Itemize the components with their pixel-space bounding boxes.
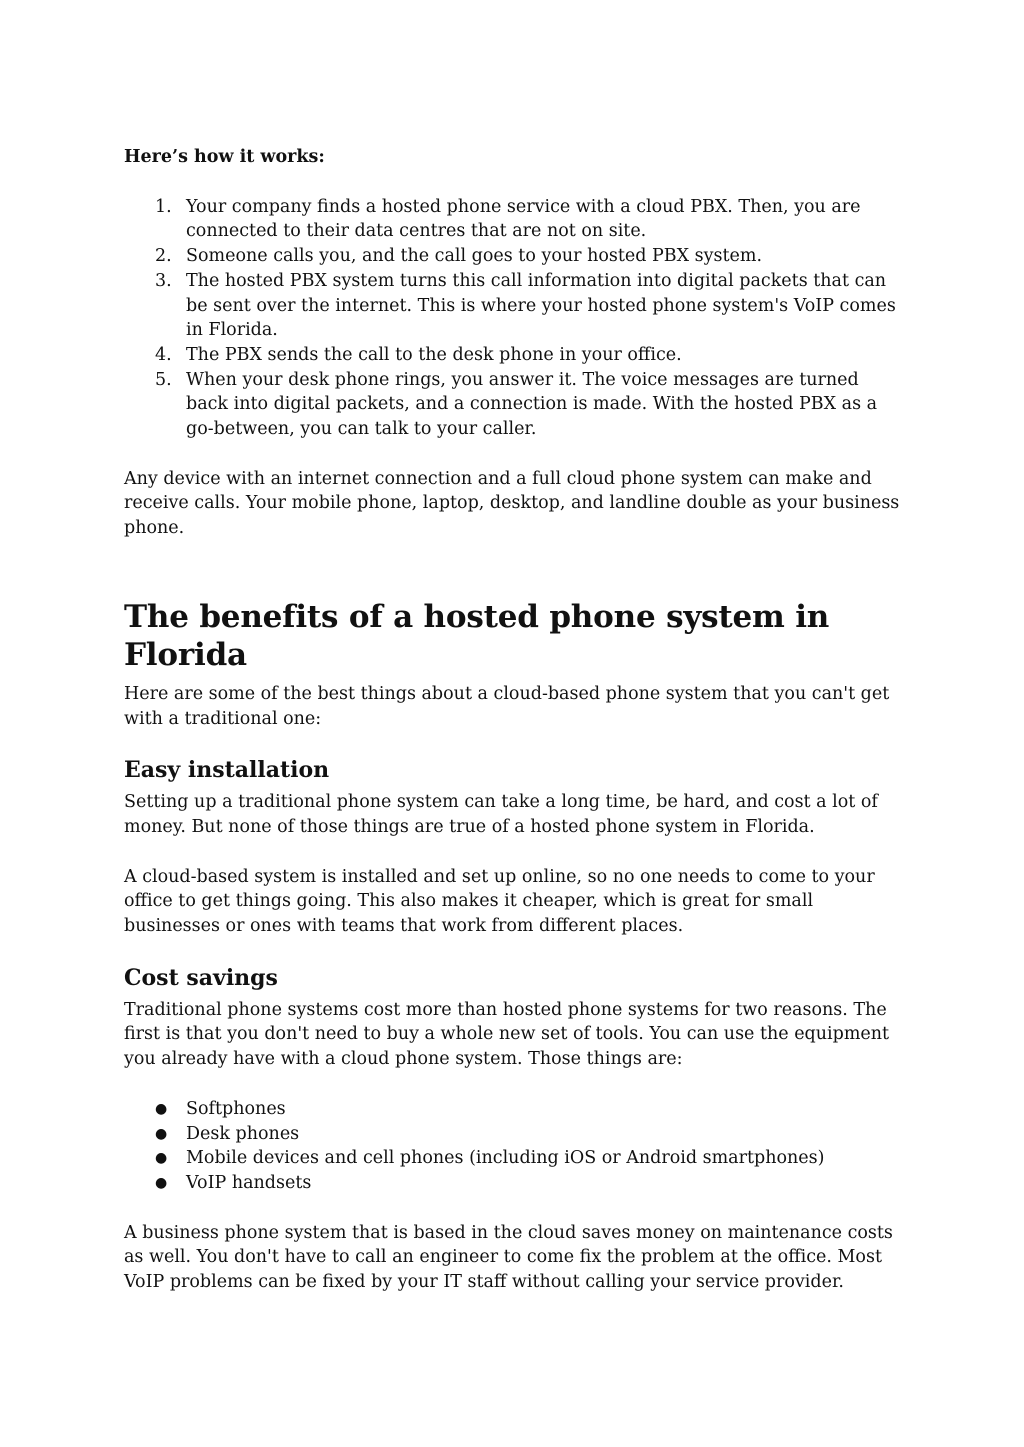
list-item — [124, 1171, 904, 1196]
list-item — [124, 244, 904, 269]
list-item — [124, 368, 904, 442]
how-it-works-label: Here’s how it works: — [124, 147, 325, 167]
benefits-intro: Here are some of the best things about a cloud-based phone system that you can't get with a traditional one: — [124, 683, 890, 729]
list-item-text: Desk phones — [186, 1123, 300, 1144]
list-item-text: VoIP handsets — [186, 1172, 312, 1193]
bullet-icon: ● — [155, 1100, 168, 1117]
document-page — [124, 145, 904, 1295]
list-number: 1. — [155, 196, 172, 217]
cost-savings-paragraph-1: Traditional phone systems cost more than hosted phone systems for two reasons. The first is that you don't need to buy a whole new set of tools. You can use the equipment you already have with a cloud phone system. Those things are: — [124, 999, 890, 1070]
list-item — [124, 269, 904, 343]
list-item — [124, 1146, 904, 1171]
list-item-text: The PBX sends the call to the desk phone in your office. — [186, 344, 682, 365]
easy-installation-paragraph-2: A cloud-based system is installed and set up online, so no one needs to come to your office to get things going. This also makes it cheaper, which is great for small businesses or ones with teams that work from different places. — [124, 866, 875, 937]
list-item — [124, 1122, 904, 1147]
list-item-text: When your desk phone rings, you answer it. The voice messages are turned back into digital packets, and a connection is made. With the hosted PBX as a go-between, you can talk to your caller. — [186, 369, 878, 440]
any-device-paragraph: Any device with an internet connection and a full cloud phone system can make and receive calls. Your mobile phone, laptop, desktop, and landline double as your business phone. — [124, 468, 900, 539]
list-item-text: Someone calls you, and the call goes to your hosted PBX system. — [186, 246, 763, 267]
easy-installation-heading: Easy installation — [124, 757, 330, 784]
cost-savings-heading: Cost savings — [124, 964, 278, 991]
easy-installation-paragraph-1: Setting up a traditional phone system can take a long time, be hard, and cost a lot of money. But none of those things are true of a hosted phone system in Florida. — [124, 792, 878, 837]
list-number: 5. — [155, 369, 172, 390]
list-item — [124, 343, 904, 368]
benefits-heading: The benefits of a hosted phone system in Florida — [124, 598, 830, 673]
list-item-text: Mobile devices and cell phones (including iOS or Android smartphones) — [186, 1148, 825, 1169]
bullet-icon: ● — [155, 1125, 168, 1142]
list-item-text: The hosted PBX system turns this call information into digital packets that can be sent over the internet. This is where your hosted phone system's VoIP comes in Florida. — [186, 270, 896, 341]
list-number: 2. — [155, 246, 172, 267]
bullet-icon: ● — [155, 1174, 168, 1191]
list-number: 4. — [155, 344, 172, 365]
steps-list — [124, 195, 904, 442]
list-number: 3. — [155, 270, 172, 291]
bullet-icon: ● — [155, 1150, 168, 1167]
equipment-list — [124, 1097, 904, 1196]
list-item — [124, 1097, 904, 1122]
list-item — [124, 195, 904, 244]
list-item-text: Softphones — [186, 1098, 286, 1119]
cost-savings-paragraph-2: A business phone system that is based in the cloud saves money on maintenance costs as well. You don't have to call an engineer to come fix the problem at the office. Most VoIP problems can be fixed by your IT staff without calling your service provider. — [124, 1222, 893, 1293]
list-item-text: Your company finds a hosted phone service with a cloud PBX. Then, you are connected to their data centres that are not on site. — [186, 196, 861, 242]
